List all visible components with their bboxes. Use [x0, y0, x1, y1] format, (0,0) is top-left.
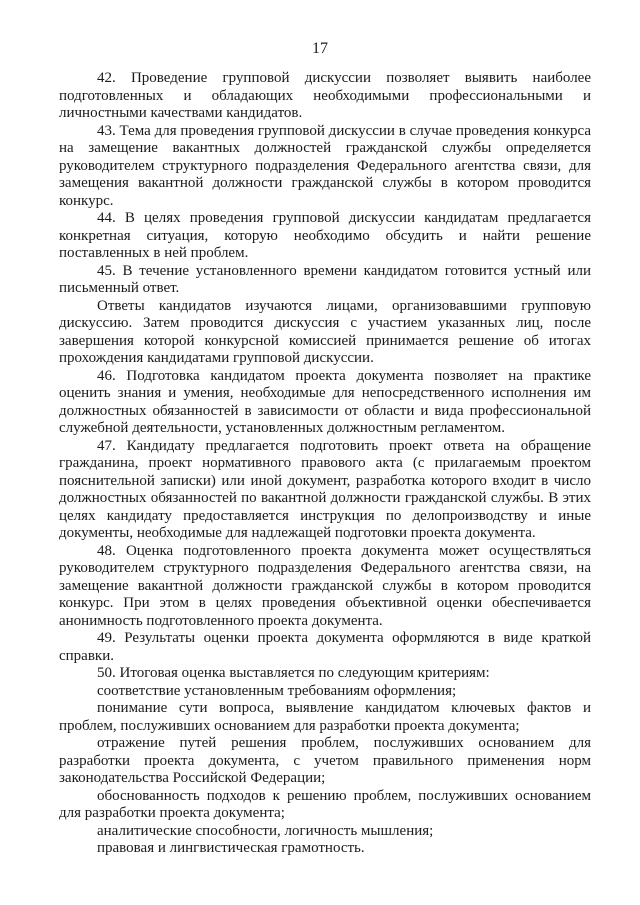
paragraph-44: 44. В целях проведения групповой дискуссии кандидатам предлагается конкретная ситуация, которую необходимо обсудить и найти решение поставленных в ней проблем.: [59, 210, 591, 261]
paragraph-49: 49. Результаты оценки проекта документа оформляются в виде краткой справки.: [59, 630, 591, 664]
paragraph-43: 43. Тема для проведения групповой дискуссии в случае проведения конкурса на замещение вакантных должностей гражданской службы определяется руководителем структурного подразделения Федерального агентства связи, для замещения вакантной должности гражданской службы в котором проводится конкурс.: [59, 122, 591, 209]
paragraph-50: 50. Итоговая оценка выставляется по следующим критериям:: [97, 665, 490, 681]
paragraph-46: 46. Подготовка кандидатом проекта документа позволяет на практике оценить знания и умения, необходимые для непосредственного исполнения им должностных обязанностей в зависимости от области и вида профессиональной служебной деятельности, установленных должностным регламентом.: [59, 367, 591, 436]
document-body: [59, 70, 591, 858]
criterion-formatting: соответствие установленным требованиям оформления;: [97, 682, 457, 699]
criterion-understanding: понимание сути вопроса, выявление кандидатом ключевых фактов и проблем, послуживших основанием для разработки проекта документа;: [59, 700, 591, 734]
paragraph-42: 42. Проведение групповой дискуссии позволяет выявить наиболее подготовленных и обладающих необходимыми профессиональными и личностными качествами кандидатов.: [59, 70, 591, 121]
paragraph-47: 47. Кандидату предлагается подготовить проект ответа на обращение гражданина, проект нормативного правового акта (с прилагаемым проектом пояснительной записки) или иной документ, разработка которого входит в число должностных обязанностей по вакантной должности гражданской службы. В этих целях кандидату предоставляется инструкция по делопроизводству и иные документы, необходимые для надлежащей подготовки проекта документа.: [59, 437, 591, 541]
criterion-literacy: правовая и лингвистическая грамотность.: [97, 840, 365, 856]
page-number: 17: [312, 40, 328, 57]
paragraph-45: 45. В течение установленного времени кандидатом готовится устный или письменный ответ.: [59, 262, 591, 296]
criterion-solutions: отражение путей решения проблем, послуживших основанием для разработки проекта документа, с учетом правильного применения норм законодательства Российской Федерации;: [59, 735, 591, 786]
criterion-justification: обоснованность подходов к решению проблем, послуживших основанием для разработки проекта документа;: [59, 787, 591, 821]
criterion-analytical: аналитические способности, логичность мышления;: [97, 822, 434, 839]
paragraph-45-continuation: Ответы кандидатов изучаются лицами, организовавшими групповую дискуссию. Затем проводится дискуссия с участием указанных лиц, после завершения которой конкурсной комиссией принимается решение об итогах прохождения кандидатами групповой дискуссии.: [59, 297, 591, 366]
paragraph-48: 48. Оценка подготовленного проекта документа может осуществляться руководителем структурного подразделения Федерального агентства связи, на замещение вакантной должности гражданской службы в котором проводится конкурс. При этом в целях проведения объективной оценки обеспечивается анонимность подготовленного проекта документа.: [59, 542, 591, 629]
